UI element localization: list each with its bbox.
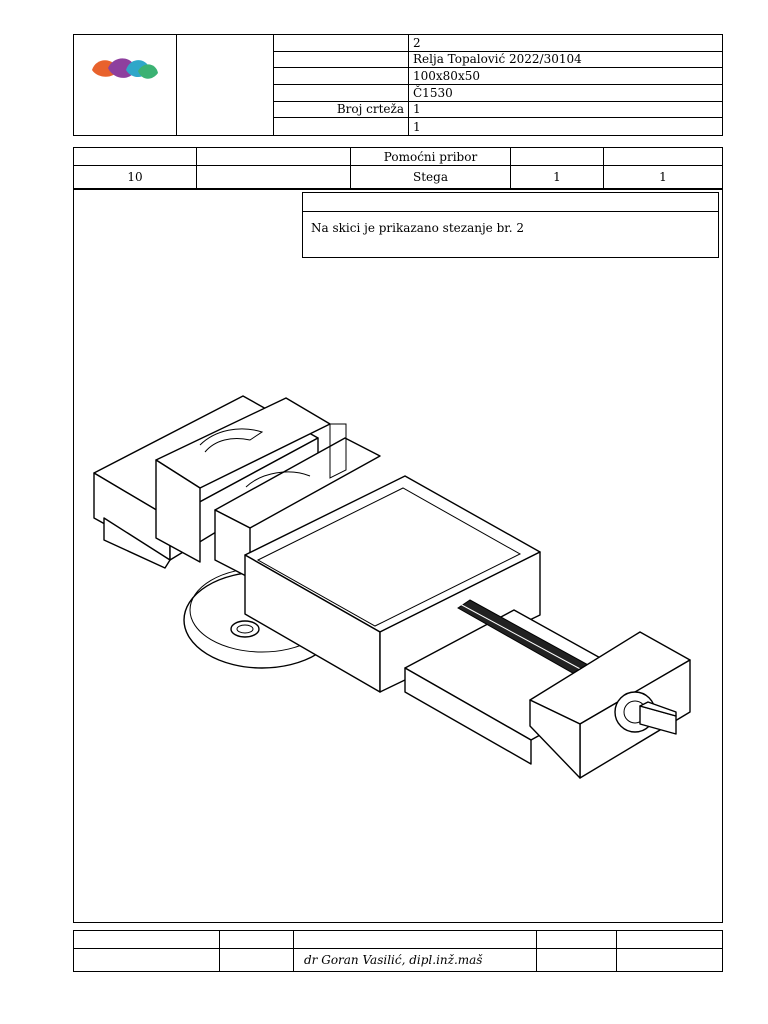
parts-cell-5: 1: [604, 166, 723, 189]
parts-header-2: [197, 148, 351, 166]
footer-cell-4: [537, 949, 617, 972]
parts-header-3: Pomoćni pribor: [351, 148, 511, 166]
footer-cell-2: [220, 949, 294, 972]
vise-drawing: [74, 190, 720, 920]
title-value-5: 1: [409, 101, 723, 118]
parts-cell-name: Stega: [351, 166, 511, 189]
footer-header-3: [294, 931, 537, 949]
title-value-1: 2: [409, 35, 723, 52]
title-label-2: [274, 51, 409, 68]
company-logo: [74, 35, 177, 132]
footer-table: [73, 930, 723, 972]
footer-header-4: [537, 931, 617, 949]
title-label-3: [274, 68, 409, 85]
title-label-1: [274, 35, 409, 52]
title-value-3: 100x80x50: [409, 68, 723, 85]
title-empty-cell: [177, 35, 274, 136]
parts-table: [73, 147, 723, 189]
parts-cell-2: [197, 166, 351, 189]
parts-cell-position: 10: [74, 166, 197, 189]
title-block: [73, 34, 723, 136]
broj-crteza-label: Broj crteža: [274, 101, 409, 118]
footer-header-2: [220, 931, 294, 949]
title-value-4: Č1530: [409, 84, 723, 101]
note-text: Na skici je prikazano stezanje br. 2: [311, 221, 524, 235]
title-value-6: 1: [409, 118, 723, 136]
footer-header-5: [617, 931, 723, 949]
title-value-2: Relja Topalović 2022/30104: [409, 51, 723, 68]
footer-header-1: [74, 931, 220, 949]
title-label-6: [274, 118, 409, 136]
parts-header-1: [74, 148, 197, 166]
parts-cell-4: 1: [511, 166, 604, 189]
logo-cell: [74, 35, 177, 136]
parts-header-4: [511, 148, 604, 166]
supervisor-signature: dr Goran Vasilić, dipl.inž.maš: [294, 949, 537, 972]
footer-cell-5: [617, 949, 723, 972]
title-label-4: [274, 84, 409, 101]
parts-header-5: [604, 148, 723, 166]
footer-cell-1: [74, 949, 220, 972]
